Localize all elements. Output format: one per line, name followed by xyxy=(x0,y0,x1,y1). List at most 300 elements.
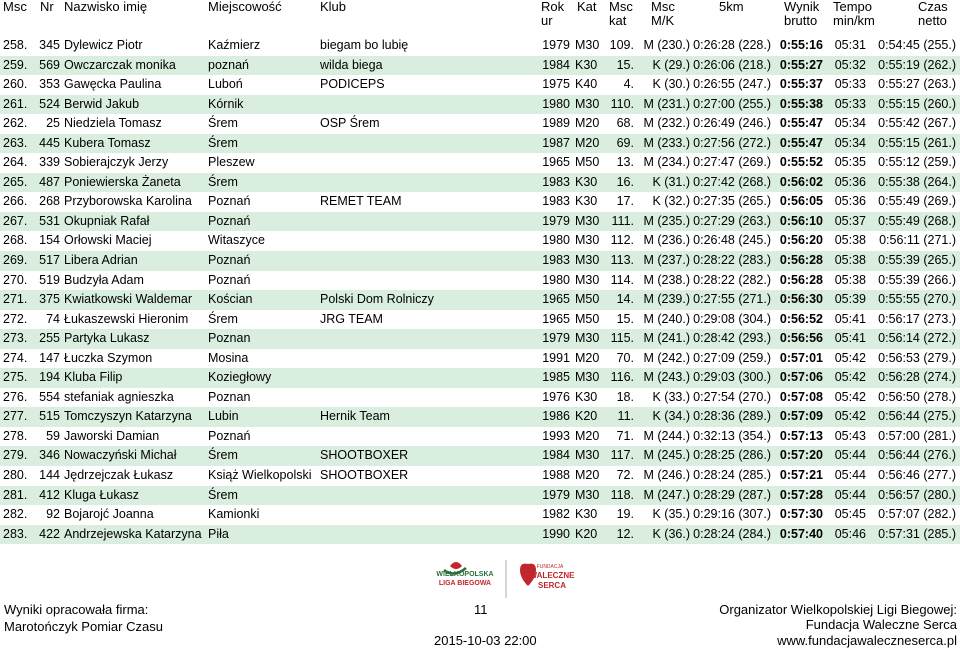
cell-msc: 282. xyxy=(3,507,28,522)
cell-5km: 0:27:00 (255.) xyxy=(693,96,771,111)
cell-nr: 554 xyxy=(39,389,60,404)
cell-wynik: 0:55:38 xyxy=(779,96,823,111)
cell-msc-kat: 109. xyxy=(609,38,634,52)
table-row xyxy=(0,368,960,388)
cell-name: Libera Adrian xyxy=(64,253,138,268)
cell-city: Śrem xyxy=(208,487,238,502)
cell-rok: 1982 xyxy=(542,507,570,522)
cell-city: Książ Wielkopolski xyxy=(208,468,312,483)
cell-rok: 1983 xyxy=(542,174,570,189)
table-row xyxy=(0,407,960,427)
cell-name: Kwiatkowski Waldemar xyxy=(64,292,193,307)
cell-5km: 0:27:35 (265.) xyxy=(693,194,771,209)
cell-msc: 269. xyxy=(3,253,28,268)
col-5km: 5km xyxy=(719,0,744,14)
cell-kat: M20 xyxy=(575,116,600,131)
wielkopolska-liga-biegowa-logo xyxy=(436,562,493,587)
cell-msc: 261. xyxy=(3,96,28,111)
cell-name: stefaniak agnieszka xyxy=(64,389,174,404)
cell-5km: 0:28:42 (293.) xyxy=(693,331,771,346)
cell-kat: K30 xyxy=(575,507,598,522)
cell-name: Bojarojć Joanna xyxy=(64,507,154,522)
cell-msc-kat: 16. xyxy=(616,174,634,189)
cell-tempo: 05:42 xyxy=(834,370,866,385)
cell-msc-kat: 112. xyxy=(610,233,634,248)
cell-czas: 0:56:50 (278.) xyxy=(878,389,956,404)
cell-name: Jaworski Damian xyxy=(64,428,160,443)
cell-wynik: 0:56:20 xyxy=(779,233,823,248)
cell-nr: 531 xyxy=(39,213,60,228)
footer-organizer-url: www.fundacjawaleczneserca.pl xyxy=(777,633,957,648)
cell-msc: 266. xyxy=(3,194,28,209)
cell-msc: 271. xyxy=(3,292,28,307)
cell-city: Poznań xyxy=(208,213,251,228)
cell-rok: 1991 xyxy=(542,350,570,365)
cell-city: poznań xyxy=(208,57,250,72)
cell-tempo: 05:36 xyxy=(834,174,866,189)
cell-msc-mk: K (36.) xyxy=(652,526,690,541)
cell-city: Lubin xyxy=(208,409,239,424)
cell-msc: 281. xyxy=(3,487,28,502)
cell-czas: 0:56:28 (274.) xyxy=(878,370,956,385)
cell-msc-kat: 117. xyxy=(610,448,634,463)
cell-name: Kluga Łukasz xyxy=(64,487,140,502)
cell-nr: 353 xyxy=(39,77,60,92)
cell-kat: M30 xyxy=(575,272,600,287)
cell-czas: 0:55:27 (263.) xyxy=(878,77,956,92)
page-number: 11 xyxy=(474,602,488,617)
cell-5km: 0:27:56 (272.) xyxy=(693,135,771,150)
svg-text:LIGA BIEGOWA: LIGA BIEGOWA xyxy=(438,580,492,587)
cell-5km: 0:27:47 (269.) xyxy=(693,155,771,170)
cell-kat: M30 xyxy=(575,213,600,228)
col-rok: Rok ur xyxy=(541,0,565,28)
cell-club: OSP Śrem xyxy=(320,116,380,131)
cell-czas: 0:54:45 (255.) xyxy=(878,38,956,52)
cell-5km: 0:26:06 (218.) xyxy=(693,57,771,72)
cell-msc-mk: M (242.) xyxy=(643,350,690,365)
table-row xyxy=(0,271,960,291)
table-row xyxy=(0,349,960,369)
cell-5km: 0:29:03 (300.) xyxy=(693,370,771,385)
cell-rok: 1985 xyxy=(542,370,570,385)
cell-czas: 0:56:14 (272.) xyxy=(878,331,956,346)
cell-wynik: 0:56:52 xyxy=(779,311,823,326)
footer-organizer-name: Fundacja Waleczne Serca xyxy=(805,617,957,632)
cell-5km: 0:27:29 (263.) xyxy=(693,213,771,228)
cell-nr: 487 xyxy=(39,174,60,189)
table-row xyxy=(0,75,960,95)
cell-kat: K30 xyxy=(575,174,598,189)
cell-name: Sobierajczyk Jerzy xyxy=(64,155,169,170)
cell-nr: 154 xyxy=(39,233,60,248)
cell-5km: 0:28:22 (283.) xyxy=(693,253,771,268)
cell-club: REMET TEAM xyxy=(320,194,402,209)
cell-czas: 0:56:46 (277.) xyxy=(878,468,956,483)
cell-msc: 274. xyxy=(3,350,28,365)
cell-nr: 515 xyxy=(39,409,60,424)
cell-msc-kat: 4. xyxy=(623,77,634,92)
cell-msc-kat: 15. xyxy=(616,57,634,72)
cell-name: Jędrzejczak Łukasz xyxy=(64,468,174,483)
cell-wynik: 0:55:52 xyxy=(779,155,823,170)
cell-nr: 194 xyxy=(39,370,60,385)
cell-nr: 74 xyxy=(46,311,60,326)
cell-tempo: 05:41 xyxy=(834,311,866,326)
cell-name: Kluba Filip xyxy=(64,370,123,385)
table-header xyxy=(0,0,960,34)
cell-nr: 569 xyxy=(39,57,60,72)
cell-name: Partyka Lukasz xyxy=(64,331,150,346)
cell-kat: M20 xyxy=(575,135,600,150)
cell-msc-kat: 69. xyxy=(616,135,634,150)
cell-5km: 0:27:42 (268.) xyxy=(693,174,771,189)
cell-msc-mk: M (234.) xyxy=(643,155,690,170)
cell-kat: M50 xyxy=(575,155,600,170)
cell-msc-kat: 71. xyxy=(616,428,634,443)
cell-msc: 259. xyxy=(3,57,28,72)
table-row xyxy=(0,173,960,193)
cell-msc-mk: M (245.) xyxy=(643,448,690,463)
cell-rok: 1980 xyxy=(542,272,570,287)
cell-kat: M30 xyxy=(575,370,600,385)
cell-msc-mk: K (33.) xyxy=(652,389,690,404)
cell-msc: 275. xyxy=(3,370,28,385)
cell-wynik: 0:55:47 xyxy=(779,135,823,150)
cell-wynik: 0:56:28 xyxy=(779,272,823,287)
cell-nr: 59 xyxy=(46,428,60,443)
cell-name: Gawęcka Paulina xyxy=(64,77,162,92)
cell-name: Berwid Jakub xyxy=(64,96,140,111)
cell-msc-mk: M (239.) xyxy=(643,292,690,307)
cell-city: Koziegłowy xyxy=(208,370,272,385)
cell-wynik: 0:57:30 xyxy=(779,507,823,522)
cell-city: Poznań xyxy=(208,194,251,209)
table-row xyxy=(0,134,960,154)
cell-nr: 255 xyxy=(39,331,60,346)
cell-tempo: 05:44 xyxy=(834,448,866,463)
cell-wynik: 0:56:30 xyxy=(779,292,823,307)
cell-rok: 1986 xyxy=(542,409,570,424)
table-row xyxy=(0,388,960,408)
table-row xyxy=(0,114,960,134)
cell-rok: 1993 xyxy=(542,428,570,443)
cell-wynik: 0:55:16 xyxy=(779,38,823,52)
cell-tempo: 05:44 xyxy=(834,468,866,483)
cell-tempo: 05:34 xyxy=(834,135,866,150)
cell-wynik: 0:55:47 xyxy=(779,116,823,131)
cell-czas: 0:56:44 (276.) xyxy=(878,448,956,463)
cell-czas: 0:56:44 (275.) xyxy=(878,409,956,424)
cell-nr: 412 xyxy=(39,487,60,502)
cell-tempo: 05:39 xyxy=(834,292,866,307)
table-row xyxy=(0,310,960,330)
cell-club: SHOOTBOXER xyxy=(320,448,409,463)
cell-kat: K30 xyxy=(575,194,598,209)
cell-rok: 1987 xyxy=(542,135,570,150)
cell-msc-mk: K (30.) xyxy=(652,77,690,92)
col-msc: Msc xyxy=(3,0,27,14)
cell-kat: M30 xyxy=(575,487,600,502)
footer-company-label: Wyniki opracowała firma: xyxy=(4,602,149,617)
cell-city: Kórnik xyxy=(208,96,244,111)
cell-wynik: 0:55:27 xyxy=(779,57,823,72)
cell-msc: 283. xyxy=(3,526,28,541)
cell-name: Tomczyszyn Katarzyna xyxy=(64,409,192,424)
cell-tempo: 05:38 xyxy=(834,272,866,287)
cell-kat: M30 xyxy=(575,448,600,463)
cell-name: Andrzejewska Katarzyna xyxy=(64,526,202,541)
cell-name: Łuczka Szymon xyxy=(64,350,153,365)
cell-rok: 1976 xyxy=(542,389,570,404)
cell-rok: 1984 xyxy=(542,448,570,463)
cell-5km: 0:28:29 (287.) xyxy=(693,487,771,502)
cell-msc: 276. xyxy=(3,389,28,404)
cell-5km: 0:26:49 (246.) xyxy=(693,116,771,131)
cell-msc-mk: M (244.) xyxy=(643,428,690,443)
cell-msc-kat: 17. xyxy=(616,194,634,209)
cell-wynik: 0:56:56 xyxy=(779,331,823,346)
cell-city: Śrem xyxy=(208,311,238,326)
cell-nr: 144 xyxy=(39,468,60,483)
cell-rok: 1965 xyxy=(542,311,570,326)
cell-kat: M30 xyxy=(575,96,600,111)
cell-czas: 0:57:00 (281.) xyxy=(878,428,956,443)
cell-name: Owczarczak monika xyxy=(64,57,176,72)
cell-czas: 0:56:11 (271.) xyxy=(879,233,956,248)
cell-club: wilda biega xyxy=(320,57,383,72)
table-row xyxy=(0,290,960,310)
cell-rok: 1965 xyxy=(542,155,570,170)
cell-msc: 264. xyxy=(3,155,28,170)
cell-czas: 0:56:17 (273.) xyxy=(878,311,956,326)
cell-nr: 25 xyxy=(46,116,60,131)
cell-kat: K30 xyxy=(575,57,598,72)
cell-5km: 0:28:25 (286.) xyxy=(693,448,771,463)
cell-nr: 422 xyxy=(39,526,60,541)
cell-msc-mk: M (230.) xyxy=(643,38,690,52)
cell-city: Poznan xyxy=(208,389,251,404)
cell-czas: 0:55:49 (268.) xyxy=(878,213,956,228)
table-row xyxy=(0,251,960,271)
cell-kat: K40 xyxy=(575,77,598,92)
cell-msc-mk: M (232.) xyxy=(643,116,690,131)
cell-msc-kat: 18. xyxy=(616,389,634,404)
cell-msc-mk: M (237.) xyxy=(643,253,690,268)
table-row xyxy=(0,36,960,56)
cell-kat: M50 xyxy=(575,292,600,307)
cell-nr: 375 xyxy=(39,292,60,307)
cell-name: Dylewicz Piotr xyxy=(64,38,143,52)
table-row xyxy=(0,466,960,486)
cell-msc: 258. xyxy=(3,38,28,52)
cell-tempo: 05:33 xyxy=(834,96,866,111)
cell-tempo: 05:42 xyxy=(834,409,866,424)
col-tempo: Tempo min/km xyxy=(833,0,875,28)
cell-name: Przyborowska Karolina xyxy=(64,194,192,209)
table-row xyxy=(0,525,960,545)
table-row xyxy=(0,212,960,232)
cell-msc-kat: 15. xyxy=(616,311,634,326)
cell-czas: 0:55:15 (260.) xyxy=(878,96,956,111)
col-club: Klub xyxy=(320,0,347,14)
cell-nr: 524 xyxy=(39,96,60,111)
cell-city: Śrem xyxy=(208,135,238,150)
cell-rok: 1989 xyxy=(542,116,570,131)
cell-tempo: 05:45 xyxy=(834,507,866,522)
cell-msc: 268. xyxy=(3,233,28,248)
cell-name: Łukaszewski Hieronim xyxy=(64,311,189,326)
cell-city: Kamionki xyxy=(208,507,260,522)
page-footer xyxy=(0,600,960,649)
cell-kat: M30 xyxy=(575,38,600,52)
table-row xyxy=(0,56,960,76)
footer-organizer-label: Organizator Wielkopolskiej Ligi Biegowej: xyxy=(719,602,957,617)
cell-msc: 262. xyxy=(3,116,28,131)
cell-city: Pleszew xyxy=(208,155,255,170)
cell-name: Niedziela Tomasz xyxy=(64,116,162,131)
cell-tempo: 05:42 xyxy=(834,389,866,404)
cell-czas: 0:55:49 (269.) xyxy=(878,194,956,209)
cell-club: JRG TEAM xyxy=(320,311,383,326)
cell-tempo: 05:44 xyxy=(834,487,866,502)
cell-nr: 92 xyxy=(46,507,60,522)
cell-msc: 267. xyxy=(3,213,28,228)
cell-name: Orłowski Maciej xyxy=(64,233,152,248)
cell-club: Polski Dom Rolniczy xyxy=(320,292,434,307)
cell-msc-mk: K (29.) xyxy=(652,57,690,72)
cell-name: Poniewierska Żaneta xyxy=(64,174,181,189)
cell-msc: 280. xyxy=(3,468,28,483)
sponsor-logos xyxy=(420,556,580,606)
cell-rok: 1984 xyxy=(542,57,570,72)
cell-city: Śrem xyxy=(208,174,238,189)
cell-rok: 1975 xyxy=(542,77,570,92)
cell-msc-mk: M (233.) xyxy=(643,135,690,150)
cell-czas: 0:55:19 (262.) xyxy=(878,57,956,72)
cell-nr: 517 xyxy=(39,253,60,268)
cell-rok: 1979 xyxy=(542,38,570,52)
cell-city: Kaźmierz xyxy=(208,38,261,52)
cell-tempo: 05:34 xyxy=(834,116,866,131)
cell-wynik: 0:57:21 xyxy=(779,468,823,483)
results-table xyxy=(0,36,960,544)
cell-msc-mk: M (246.) xyxy=(643,468,690,483)
waleczne-serca-logo xyxy=(520,564,575,590)
cell-tempo: 05:46 xyxy=(834,526,866,541)
cell-5km: 0:29:08 (304.) xyxy=(693,311,771,326)
cell-rok: 1965 xyxy=(542,292,570,307)
cell-czas: 0:57:07 (282.) xyxy=(878,507,956,522)
cell-5km: 0:26:48 (245.) xyxy=(693,233,771,248)
cell-msc: 279. xyxy=(3,448,28,463)
footer-company-name: Marotończyk Pomiar Czasu xyxy=(4,619,163,634)
cell-kat: K20 xyxy=(575,526,598,541)
cell-tempo: 05:37 xyxy=(834,213,866,228)
cell-5km: 0:28:36 (289.) xyxy=(693,409,771,424)
cell-5km: 0:28:22 (282.) xyxy=(693,272,771,287)
cell-msc-kat: 116. xyxy=(610,370,634,385)
cell-city: Mosina xyxy=(208,350,249,365)
cell-city: Kościan xyxy=(208,292,253,307)
cell-msc-kat: 114. xyxy=(610,272,634,287)
cell-tempo: 05:38 xyxy=(834,253,866,268)
table-row xyxy=(0,231,960,251)
col-city: Miejscowość xyxy=(208,0,282,14)
table-row xyxy=(0,153,960,173)
cell-msc-mk: M (243.) xyxy=(643,370,690,385)
cell-msc-kat: 111. xyxy=(611,213,634,228)
cell-czas: 0:55:38 (264.) xyxy=(878,174,956,189)
cell-msc: 277. xyxy=(3,409,28,424)
cell-name: Budzyła Adam xyxy=(64,272,144,287)
cell-wynik: 0:57:08 xyxy=(779,389,823,404)
cell-tempo: 05:43 xyxy=(834,428,866,443)
cell-rok: 1983 xyxy=(542,194,570,209)
col-name: Nazwisko imię xyxy=(64,0,148,14)
cell-msc-kat: 72. xyxy=(616,468,634,483)
cell-tempo: 05:31 xyxy=(834,38,866,52)
cell-msc-mk: M (238.) xyxy=(643,272,690,287)
cell-club: SHOOTBOXER xyxy=(320,468,409,483)
cell-msc-kat: 11. xyxy=(617,409,634,424)
cell-city: Poznan xyxy=(208,331,251,346)
cell-city: Luboń xyxy=(208,77,243,92)
table-row xyxy=(0,486,960,506)
svg-text:FUNDACJA: FUNDACJA xyxy=(536,564,564,570)
cell-kat: M30 xyxy=(575,233,600,248)
cell-name: Kubera Tomasz xyxy=(64,135,151,150)
cell-tempo: 05:42 xyxy=(834,350,866,365)
cell-msc-kat: 19. xyxy=(616,507,634,522)
cell-city: Poznań xyxy=(208,253,251,268)
cell-kat: K30 xyxy=(575,389,598,404)
cell-kat: M30 xyxy=(575,253,600,268)
cell-czas: 0:55:15 (261.) xyxy=(878,135,956,150)
cell-msc-mk: M (241.) xyxy=(643,331,690,346)
cell-rok: 1980 xyxy=(542,233,570,248)
cell-msc-kat: 115. xyxy=(610,331,634,346)
cell-wynik: 0:57:40 xyxy=(779,526,823,541)
cell-kat: M50 xyxy=(575,311,600,326)
cell-msc-kat: 14. xyxy=(616,292,634,307)
cell-tempo: 05:36 xyxy=(834,194,866,209)
cell-city: Witaszyce xyxy=(208,233,265,248)
cell-msc: 272. xyxy=(3,311,28,326)
cell-city: Poznań xyxy=(208,272,251,287)
cell-msc-mk: M (231.) xyxy=(643,96,690,111)
cell-5km: 0:26:28 (228.) xyxy=(693,38,771,52)
cell-msc: 263. xyxy=(3,135,28,150)
cell-tempo: 05:32 xyxy=(834,57,866,72)
svg-text:WIELKOPOLSKA: WIELKOPOLSKA xyxy=(436,571,494,578)
cell-msc: 260. xyxy=(3,77,28,92)
cell-city: Śrem xyxy=(208,448,238,463)
cell-wynik: 0:57:01 xyxy=(779,350,823,365)
table-row xyxy=(0,505,960,525)
cell-wynik: 0:56:05 xyxy=(779,194,823,209)
cell-czas: 0:56:53 (279.) xyxy=(878,350,956,365)
table-row xyxy=(0,427,960,447)
cell-5km: 0:27:54 (270.) xyxy=(693,389,771,404)
cell-msc-mk: M (247.) xyxy=(643,487,690,502)
cell-city: Śrem xyxy=(208,116,238,131)
cell-kat: K20 xyxy=(575,409,598,424)
cell-msc-kat: 12. xyxy=(616,526,634,541)
cell-czas: 0:56:57 (280.) xyxy=(878,487,956,502)
cell-rok: 1983 xyxy=(542,253,570,268)
table-row xyxy=(0,95,960,115)
